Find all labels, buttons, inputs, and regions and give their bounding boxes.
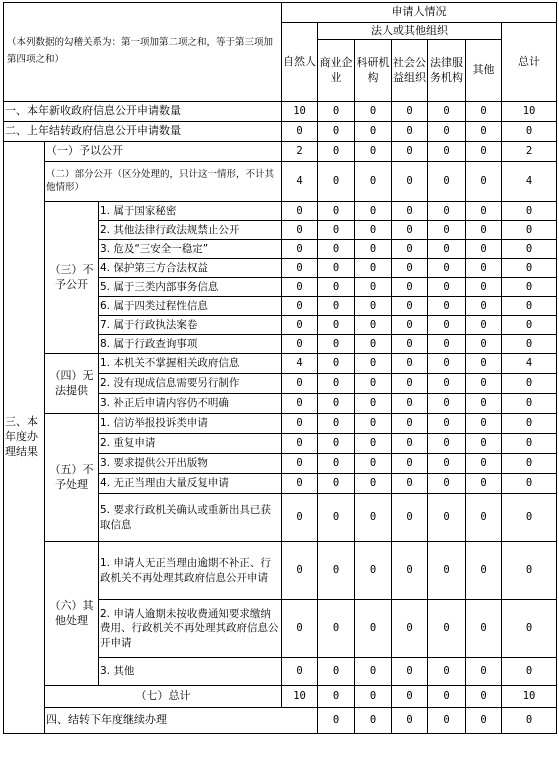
table-row-carry-forward (4, 708, 557, 734)
cell-commercial: 0 (318, 278, 355, 297)
cell-natural: 10 (282, 102, 318, 122)
row-label: 3. 要求提供公开出版物 (99, 454, 282, 474)
cell-research: 0 (392, 708, 428, 734)
table-row-new-applications (4, 102, 557, 122)
cell-other: 0 (466, 394, 502, 414)
cell-total: 0 (502, 434, 557, 454)
row-label: 3. 危及“三安全一稳定” (99, 240, 282, 259)
cell-total: 0 (502, 335, 557, 354)
cell-commercial: 0 (318, 297, 355, 316)
cell-natural: 0 (282, 335, 318, 354)
cell-social: 0 (392, 494, 428, 542)
cell-total: 0 (502, 658, 557, 686)
row-label: 1. 属于国家秘密 (99, 202, 282, 221)
cell-research: 0 (355, 600, 392, 658)
cell-legal: 0 (428, 221, 466, 240)
cell-other: 0 (466, 454, 502, 474)
cell-commercial: 0 (318, 162, 355, 202)
group-not-processed: （五）不予处理 (45, 414, 99, 542)
cell-commercial: 0 (318, 434, 355, 454)
cell-commercial: 0 (318, 686, 355, 708)
cell-total: 0 (502, 454, 557, 474)
cell-research: 0 (355, 335, 392, 354)
cell-commercial: 0 (318, 202, 355, 221)
cell-other: 0 (466, 658, 502, 686)
cell-research: 0 (355, 374, 392, 394)
row-label: 7. 属于行政执法案卷 (99, 316, 282, 335)
cell-total: 0 (502, 202, 557, 221)
cell-legal: 0 (428, 278, 466, 297)
cell-research: 0 (355, 658, 392, 686)
cell-other: 0 (466, 542, 502, 600)
table-row-partially-disclosed (4, 162, 557, 202)
cell-natural: 0 (282, 202, 318, 221)
cell-total: 0 (502, 278, 557, 297)
cell-social: 0 (392, 474, 428, 494)
row-label: 1. 信访举报投诉类申请 (99, 414, 282, 434)
cell-natural: 0 (282, 297, 318, 316)
cell-other: 0 (466, 240, 502, 259)
header-legal-or-org: 法人或其他组织 (318, 23, 502, 40)
cell-social: 0 (392, 102, 428, 122)
cell-commercial: 0 (318, 394, 355, 414)
cell-natural: 0 (282, 221, 318, 240)
cell-social: 0 (392, 542, 428, 600)
cell-natural: 0 (282, 434, 318, 454)
cell-other: 0 (466, 297, 502, 316)
cell-other: 0 (466, 335, 502, 354)
cell-natural: 0 (282, 600, 318, 658)
cell-commercial: 0 (318, 221, 355, 240)
cell-natural: 0 (282, 454, 318, 474)
group-unable-to-provide: （四）无法提供 (45, 354, 99, 414)
header-social-welfare: 社会公益组织 (392, 40, 428, 102)
cell-legal: 0 (428, 162, 466, 202)
row-label: 4. 无正当理由大量反复申请 (99, 474, 282, 494)
cell-natural: 0 (282, 474, 318, 494)
cell-total: 0 (502, 474, 557, 494)
cell-total: 0 (502, 221, 557, 240)
row-label: 一、本年新收政府信息公开申请数量 (4, 102, 282, 122)
cell-social: 0 (392, 335, 428, 354)
row-label: 2. 申请人逾期未按收费通知要求缴纳费用、行政机关不再处理其政府信息公开申请 (99, 600, 282, 658)
header-applicant: 申请人情况 (282, 3, 557, 23)
cell-social: 0 (392, 454, 428, 474)
cell-commercial: 0 (318, 542, 355, 600)
cell-research: 0 (355, 316, 392, 335)
header-legal-service: 法律服务机构 (428, 40, 466, 102)
row-label: 二、上年结转政府信息公开申请数量 (4, 122, 282, 142)
cell-research: 0 (355, 102, 392, 122)
cell-natural: 0 (282, 240, 318, 259)
cell-legal: 0 (428, 686, 466, 708)
cell-research: 0 (355, 259, 392, 278)
cell-research: 0 (355, 686, 392, 708)
cell-other: 0 (466, 686, 502, 708)
cell-social: 0 (392, 658, 428, 686)
cell-legal: 0 (428, 414, 466, 434)
cell-research: 0 (355, 474, 392, 494)
cell-other: 0 (466, 259, 502, 278)
cell-commercial: 0 (318, 142, 355, 162)
section-three-label: 三、本年度办理结果 (4, 142, 45, 734)
cell-legal: 0 (428, 142, 466, 162)
gov-info-disclosure-table (3, 2, 557, 734)
cell-commercial: 0 (318, 658, 355, 686)
row-label: 2. 其他法律行政法规禁止公开 (99, 221, 282, 240)
header-row-1 (4, 3, 557, 23)
cell-social: 0 (392, 240, 428, 259)
group-not-disclosed: （三）不予公开 (45, 202, 99, 354)
cell-natural: 0 (282, 658, 318, 686)
cell-total: 0 (502, 542, 557, 600)
cell-commercial: 0 (318, 600, 355, 658)
header-total: 总计 (502, 23, 557, 102)
cell-social: 0 (392, 221, 428, 240)
cell-other: 0 (466, 354, 502, 374)
cell-total: 0 (502, 259, 557, 278)
cell-research: 0 (355, 122, 392, 142)
cell-commercial: 0 (318, 354, 355, 374)
cell-social: 0 (392, 162, 428, 202)
row-label: （一）予以公开 (45, 142, 282, 162)
cell-natural: 0 (282, 278, 318, 297)
cell-research: 0 (355, 354, 392, 374)
cell-legal: 0 (428, 335, 466, 354)
cell-other: 0 (466, 202, 502, 221)
cell-legal: 0 (466, 708, 502, 734)
cell-social: 0 (392, 122, 428, 142)
table-row-grand-total (4, 686, 557, 708)
cell-other: 0 (466, 316, 502, 335)
row-label: 1. 申请人无正当理由逾期不补正、行政机关不再处理其政府信息公开申请 (99, 542, 282, 600)
cell-legal: 0 (428, 297, 466, 316)
table-row-disclosed (4, 142, 557, 162)
cell-social: 0 (392, 297, 428, 316)
cell-social: 0 (392, 259, 428, 278)
cell-natural: 0 (282, 394, 318, 414)
cell-research: 0 (355, 434, 392, 454)
cell-total: 0 (502, 240, 557, 259)
row-label: 3. 其他 (99, 658, 282, 686)
cell-natural: 0 (282, 259, 318, 278)
row-label: 四、结转下年度继续办理 (45, 708, 318, 734)
cell-commercial: 0 (318, 494, 355, 542)
row-label: 2. 没有现成信息需要另行制作 (99, 374, 282, 394)
cell-social: 0 (392, 394, 428, 414)
cell-commercial: 0 (318, 102, 355, 122)
group-other-processing: （六）其他处理 (45, 542, 99, 686)
cell-other: 0 (466, 122, 502, 142)
cell-natural: 0 (282, 542, 318, 600)
header-commercial: 商业企业 (318, 40, 355, 102)
table-row-not-processed-1 (4, 414, 557, 434)
row-label: 1. 本机关不掌握相关政府信息 (99, 354, 282, 374)
cell-total: 2 (502, 142, 557, 162)
row-label: （二）部分公开（区分处理的，只计这一情形，不计其他情形） (45, 162, 282, 202)
cell-commercial: 0 (318, 316, 355, 335)
cell-legal: 0 (428, 202, 466, 221)
cell-natural: 0 (282, 374, 318, 394)
cell-social: 0 (392, 414, 428, 434)
cell-commercial: 0 (318, 374, 355, 394)
table-row-other-processing-1 (4, 542, 557, 600)
cell-legal: 0 (428, 102, 466, 122)
cell-commercial: 0 (318, 259, 355, 278)
cell-other: 0 (466, 600, 502, 658)
cell-commercial: 0 (355, 708, 392, 734)
cell-other: 0 (466, 374, 502, 394)
cell-legal: 0 (428, 259, 466, 278)
cell-legal: 0 (428, 474, 466, 494)
cell-social: 0 (392, 434, 428, 454)
header-other: 其他 (466, 40, 502, 102)
cell-research: 0 (355, 394, 392, 414)
cell-commercial: 0 (318, 240, 355, 259)
cell-total: 0 (502, 122, 557, 142)
cell-natural: 0 (282, 494, 318, 542)
cell-total: 4 (502, 162, 557, 202)
table-row-unable-1 (4, 354, 557, 374)
row-label: 5. 属于三类内部事务信息 (99, 278, 282, 297)
cell-total: 0 (502, 414, 557, 434)
cell-social: 0 (392, 316, 428, 335)
cell-other: 0 (466, 278, 502, 297)
cell-research: 0 (355, 221, 392, 240)
cell-social: 0 (392, 202, 428, 221)
cell-other: 0 (466, 221, 502, 240)
cell-commercial: 0 (318, 474, 355, 494)
cell-commercial: 0 (318, 335, 355, 354)
cell-other: 0 (466, 142, 502, 162)
cell-other: 0 (466, 494, 502, 542)
table-row-not-disclosed-1 (4, 202, 557, 221)
cell-commercial: 0 (318, 122, 355, 142)
row-label: 2. 重复申请 (99, 434, 282, 454)
cell-legal: 0 (428, 316, 466, 335)
cell-research: 0 (355, 297, 392, 316)
cell-natural: 0 (282, 316, 318, 335)
cell-natural: 4 (282, 354, 318, 374)
cell-legal: 0 (428, 374, 466, 394)
cell-other: 0 (466, 162, 502, 202)
cell-total: 0 (502, 297, 557, 316)
row-label: 3. 补正后申请内容仍不明确 (99, 394, 282, 414)
row-label: （七）总计 (45, 686, 282, 708)
cell-total: 0 (502, 316, 557, 335)
row-label: 8. 属于行政查询事项 (99, 335, 282, 354)
cell-research: 0 (355, 162, 392, 202)
header-note: （本列数据的勾稽关系为：第一项加第二项之和，等于第三项加第四项之和） (4, 3, 282, 102)
cell-total: 0 (502, 374, 557, 394)
cell-total: 0 (502, 394, 557, 414)
cell-natural: 0 (318, 708, 355, 734)
cell-social: 0 (392, 354, 428, 374)
cell-legal: 0 (428, 122, 466, 142)
cell-legal: 0 (428, 354, 466, 374)
header-natural-person: 自然人 (282, 23, 318, 102)
row-label: 6. 属于四类过程性信息 (99, 297, 282, 316)
cell-research: 0 (355, 454, 392, 474)
cell-research: 0 (355, 278, 392, 297)
cell-legal: 0 (428, 600, 466, 658)
row-label: 5. 要求行政机关确认或重新出具已获取信息 (99, 494, 282, 542)
cell-total: 0 (502, 494, 557, 542)
cell-other: 0 (466, 102, 502, 122)
cell-legal: 0 (428, 454, 466, 474)
cell-social: 0 (392, 600, 428, 658)
cell-legal: 0 (428, 542, 466, 600)
cell-commercial: 0 (318, 454, 355, 474)
cell-social: 0 (428, 708, 466, 734)
cell-legal: 0 (428, 240, 466, 259)
cell-natural: 2 (282, 142, 318, 162)
cell-research: 0 (355, 240, 392, 259)
cell-legal: 0 (428, 434, 466, 454)
cell-natural: 0 (282, 122, 318, 142)
cell-legal: 0 (428, 658, 466, 686)
cell-other: 0 (466, 414, 502, 434)
cell-legal: 0 (428, 494, 466, 542)
cell-research: 0 (355, 494, 392, 542)
cell-other: 0 (502, 708, 557, 734)
row-label: 4. 保护第三方合法权益 (99, 259, 282, 278)
table-row-carried-over (4, 122, 557, 142)
cell-total: 4 (502, 354, 557, 374)
cell-research: 0 (355, 202, 392, 221)
cell-commercial: 0 (318, 414, 355, 434)
cell-total: 0 (502, 600, 557, 658)
cell-social: 0 (392, 374, 428, 394)
cell-social: 0 (392, 686, 428, 708)
cell-social: 0 (392, 142, 428, 162)
cell-other: 0 (466, 434, 502, 454)
cell-research: 0 (355, 142, 392, 162)
cell-research: 0 (355, 414, 392, 434)
cell-legal: 0 (428, 394, 466, 414)
cell-research: 0 (355, 542, 392, 600)
cell-other: 0 (466, 474, 502, 494)
header-research: 科研机构 (355, 40, 392, 102)
cell-total: 10 (502, 686, 557, 708)
cell-natural: 4 (282, 162, 318, 202)
cell-total: 10 (502, 102, 557, 122)
cell-social: 0 (392, 278, 428, 297)
cell-natural: 0 (282, 414, 318, 434)
cell-natural: 10 (282, 686, 318, 708)
